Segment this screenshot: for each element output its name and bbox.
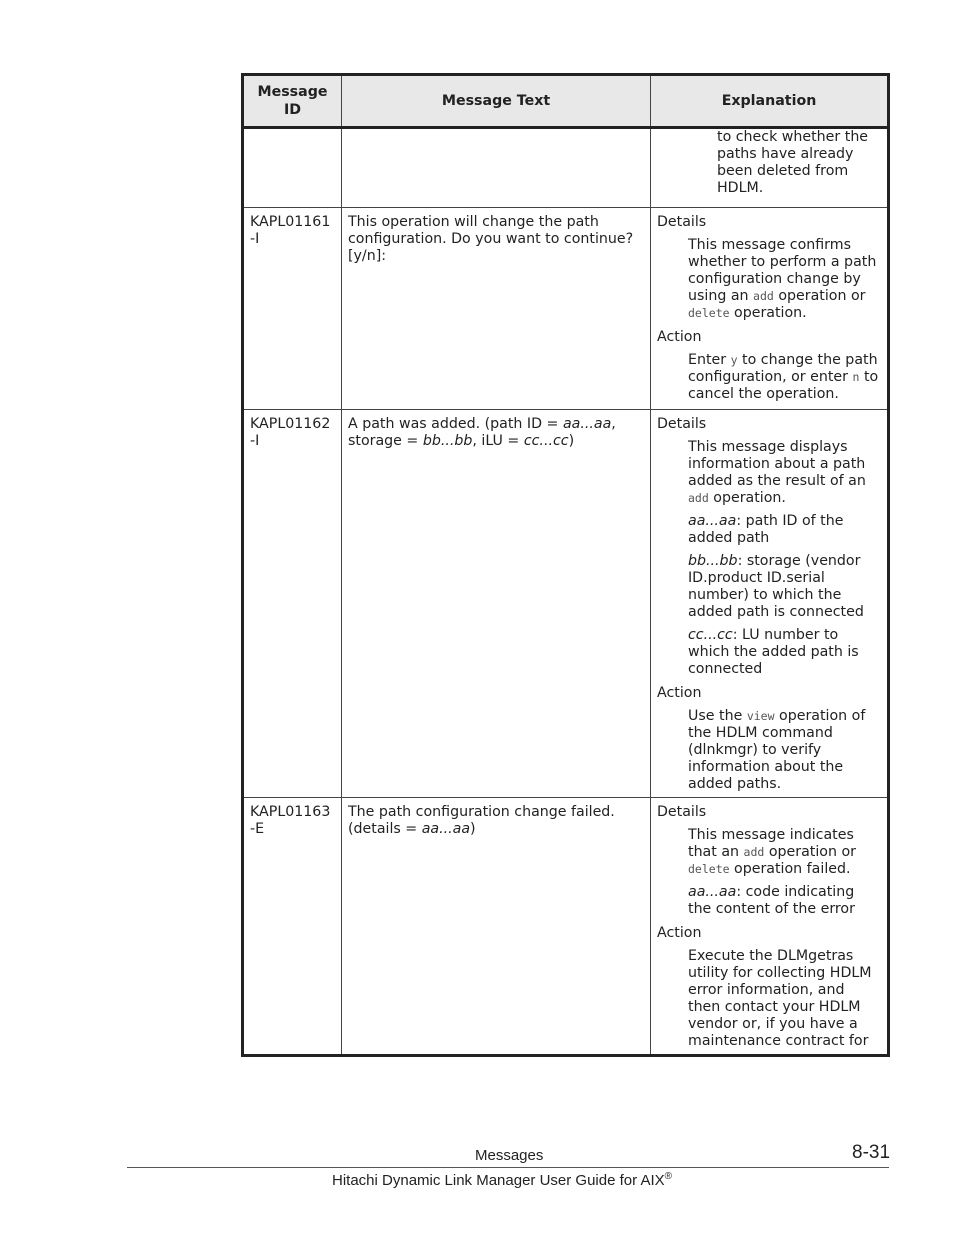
table-row [243,208,889,410]
book-title: Hitachi Dynamic Link Manager User Guide for AIX® [332,1171,673,1189]
variable-bb: bb...bb: storage (vendor ID.product ID.serial number) to which the added path is connected [688,553,864,620]
registered-trademark: ® [664,1171,673,1182]
action-heading: Action [657,685,702,701]
continued-explanation: to check whether the paths have already been deleted from HDLM. [717,129,869,196]
action-heading: Action [657,329,702,345]
details-heading: Details [657,416,707,432]
message-id: KAPL01162-I [243,410,342,798]
variable-cc: cc...cc: LU number to which the added path is connected [688,627,859,677]
variable-aa: aa...aa: code indicating the content of the error [688,884,855,917]
details-text: This message indicates that an add operation or delete operation failed. [688,827,856,877]
message-text: The path configuration change failed. (details = aa...aa) [342,798,651,1056]
details-text: This message confirms whether to perform a path configuration change by using an add operation or delete operation. [688,237,877,321]
explanation-cell [651,410,889,798]
details-heading: Details [657,804,707,820]
action-heading: Action [657,925,702,941]
messages-table [241,73,890,1057]
header-explanation: Explanation [651,75,889,128]
header-message-text: Message Text [342,75,651,128]
action-text: Execute the DLMgetras utility for collecting HDLM error information, and then contact your HDLM vendor or, if you have a maintenance contract for [688,948,872,1049]
table-row [243,798,889,1056]
table-header-row [243,75,889,128]
message-text: A path was added. (path ID = aa...aa, storage = bb...bb, iLU = cc...cc) [342,410,651,798]
explanation-cell [651,798,889,1056]
variable-aa: aa...aa: path ID of the added path [688,513,844,546]
table-row [243,410,889,798]
message-id: KAPL01161-I [243,208,342,410]
empty-text-cell [342,128,651,208]
message-id: KAPL01163-E [243,798,342,1056]
action-text: Use the view operation of the HDLM command (dlnkmgr) to verify information about the added paths. [688,708,866,792]
table-row-continued [243,128,889,208]
details-text: This message displays information about a path added as the result of an add operation. [688,439,866,506]
details-heading: Details [657,214,707,230]
empty-id-cell [243,128,342,208]
action-text: Enter y to change the path configuration, or enter n to cancel the operation. [688,352,879,402]
page-number: 8-31 [852,1142,891,1163]
continued-explanation-cell [651,128,889,208]
message-text: This operation will change the path configuration. Do you want to continue? [y/n]: [342,208,651,410]
header-message-id: Message ID [243,75,342,128]
explanation-cell [651,208,889,410]
footer-section-label: Messages [475,1147,544,1164]
footer-divider [127,1167,889,1168]
